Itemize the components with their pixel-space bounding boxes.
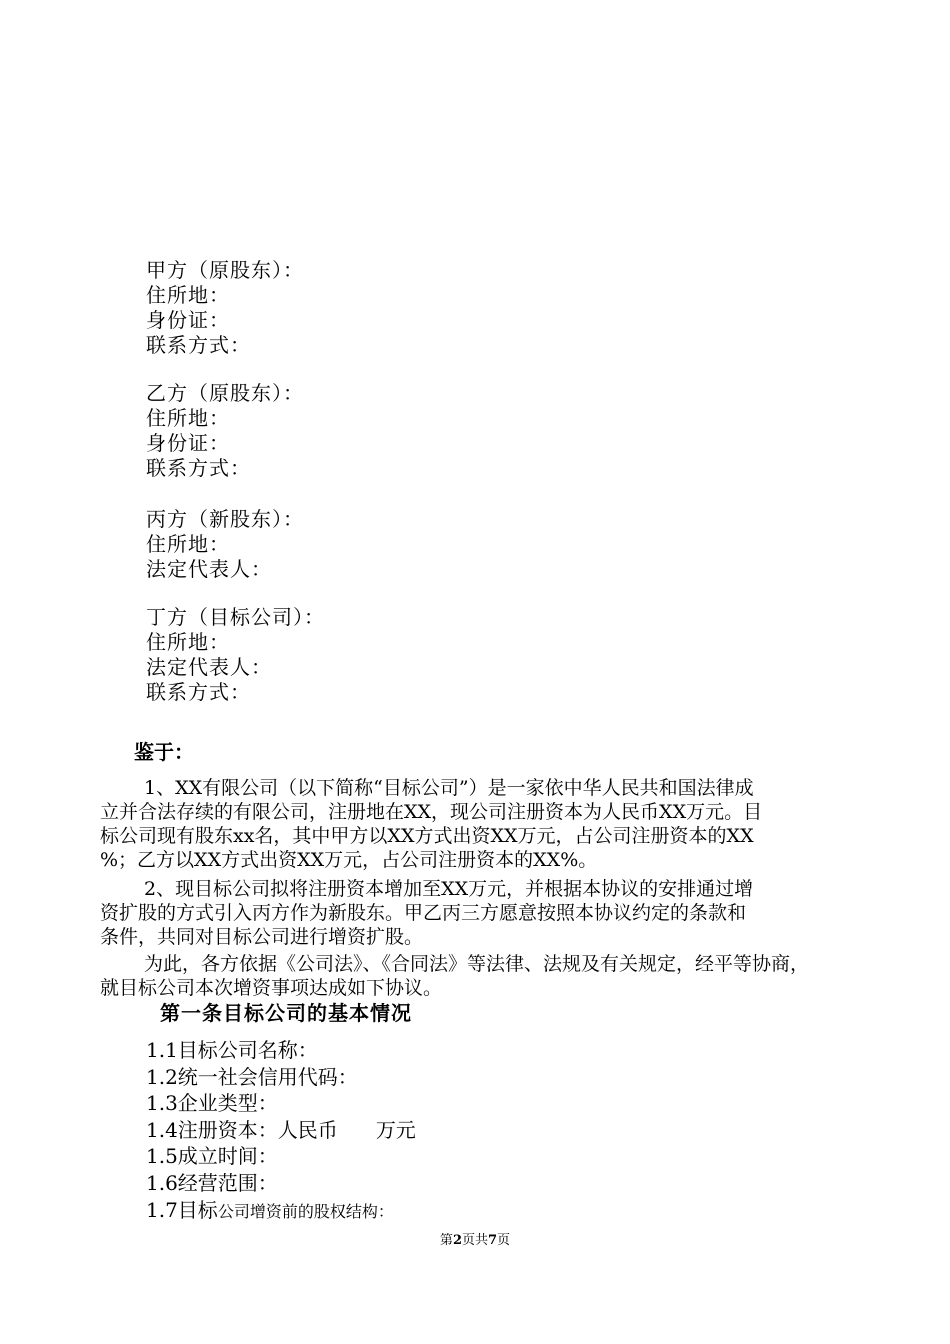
footer-prefix: 第 (439, 1233, 453, 1248)
registered-capital-unit: 万元 (375, 1117, 416, 1142)
item-company-name: 1.1目标公司名称： (146, 1038, 318, 1062)
equity-structure-label-a: 1.7目标 (146, 1197, 218, 1222)
party-c-title: 丙方（新股东）： (146, 507, 304, 531)
party-d-contact: 联系方式： (146, 680, 251, 704)
paragraph-line: 条件，共同对目标公司进行增资扩股。 (100, 926, 424, 948)
party-a-id: 身份证： (146, 308, 230, 332)
paragraph-line: 为此，各方依据《公司法》、《合同法》等法律、法规及有关规定，经平等协商， (144, 953, 810, 975)
paragraph-line: 资扩股的方式引入丙方作为新股东。甲乙丙三方愿意按照本协议约定的条款和 (100, 902, 747, 924)
party-d-block (146, 605, 325, 705)
whereas-paragraph-1 (100, 776, 852, 872)
footer-total-pages: 7 (488, 1233, 498, 1248)
party-d-legal-rep: 法定代表人： (146, 655, 272, 679)
paragraph-line: 1、XX有限公司（以下简称“目标公司”）是一家依中华人民共和国法律成 (144, 777, 754, 799)
party-b-id: 身份证： (146, 431, 230, 455)
item-registered-capital (146, 1117, 416, 1144)
footer-suffix: 页 (497, 1233, 511, 1248)
paragraph-line: %；乙方以XX方式出资XX万元，占公司注册资本的XX%。 (100, 849, 598, 871)
party-c-block (146, 507, 304, 582)
article-1-title: 第一条目标公司的基本情况 (160, 1001, 412, 1025)
page-footer (0, 1232, 950, 1250)
paragraph-line: 标公司现有股东xx名，其中甲方以XX方式出资XX万元，占公司注册资本的XX (100, 825, 754, 847)
registered-capital-label: 1.4注册资本：人民币 (146, 1117, 338, 1142)
party-a-block (146, 258, 304, 358)
party-d-title: 丁方（目标公司）： (146, 605, 325, 629)
item-enterprise-type: 1.3企业类型： (146, 1091, 278, 1116)
article-1-items (146, 1037, 416, 1225)
whereas-heading: 鉴于： (134, 740, 194, 764)
footer-page-number: 2 (452, 1233, 462, 1248)
party-a-contact: 联系方式： (146, 333, 251, 357)
party-b-address: 住所地： (146, 406, 230, 430)
party-b-title: 乙方（原股东）： (146, 381, 304, 405)
paragraph-line: 立并合法存续的有限公司，注册地在XX，现公司注册资本为人民币XX万元。目 (100, 801, 763, 823)
paragraph-line: 就目标公司本次增资事项达成如下协议。 (100, 977, 443, 999)
party-c-legal-rep: 法定代表人： (146, 557, 272, 581)
party-b-contact: 联系方式： (146, 456, 251, 480)
item-business-scope: 1.6经营范围： (146, 1170, 278, 1195)
party-c-address: 住所地： (146, 532, 230, 556)
party-a-address: 住所地： (146, 283, 230, 307)
paragraph-line: 2、现目标公司拟将注册资本增加至XX万元，并根据本协议的安排通过增 (144, 878, 754, 900)
item-credit-code: 1.2统一社会信用代码： (146, 1064, 358, 1089)
equity-structure-label-b: 公司增资前的股权结构： (217, 1201, 394, 1221)
footer-middle: 页共 (461, 1233, 488, 1248)
whereas-paragraph-3 (100, 952, 852, 1000)
party-b-block (146, 381, 304, 481)
item-equity-structure (146, 1197, 416, 1226)
item-established-date: 1.5成立时间： (146, 1144, 278, 1169)
party-d-address: 住所地： (146, 630, 230, 654)
whereas-paragraph-2 (100, 877, 852, 949)
party-a-title: 甲方（原股东）： (146, 258, 304, 282)
